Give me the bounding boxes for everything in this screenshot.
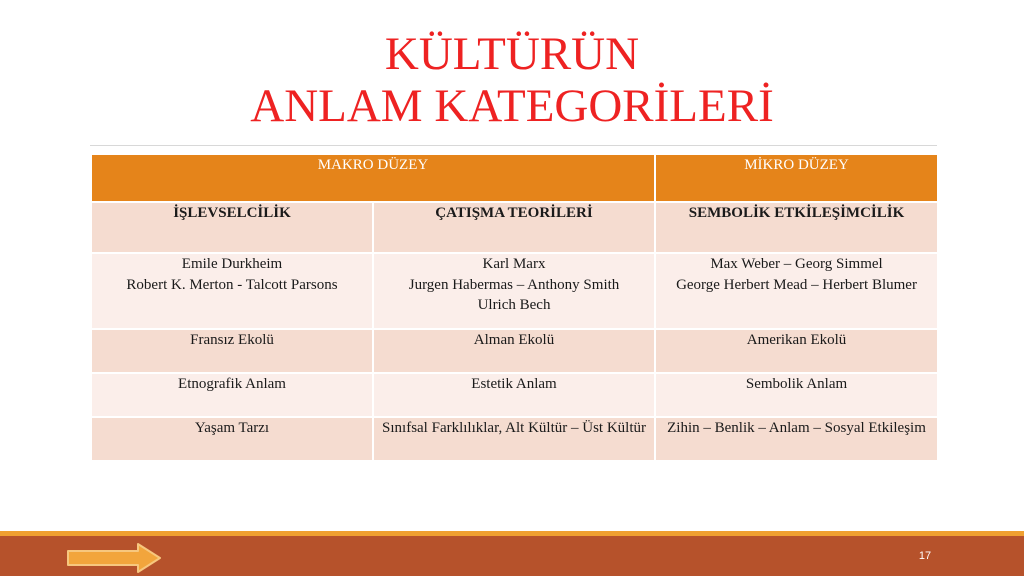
table-row bbox=[92, 329, 937, 373]
table-cell: Zihin – Benlik – Anlam – Sosyal Etkileşim bbox=[655, 417, 937, 461]
name-line: Robert K. Merton - Talcott Parsons bbox=[126, 276, 338, 293]
table-row bbox=[92, 417, 937, 461]
subheader-sembolik: SEMBOLİK ETKİLEŞİMCİLİK bbox=[655, 202, 937, 253]
name-line: Karl Marx bbox=[482, 256, 546, 272]
page-number: 17 bbox=[918, 550, 932, 562]
header-mikro: MİKRO DÜZEY bbox=[655, 155, 937, 202]
table-cell: Sınıfsal Farklılıklar, Alt Kültür – Üst Kültür bbox=[373, 417, 655, 461]
subheader-catisma: ÇATIŞMA TEORİLERİ bbox=[373, 202, 655, 253]
name-line: George Herbert Mead – Herbert Blumer bbox=[676, 276, 917, 293]
name-line: Emile Durkheim bbox=[181, 256, 283, 272]
table-cell: Yaşam Tarzı bbox=[92, 417, 373, 461]
name-line: Jurgen Habermas – Anthony Smith bbox=[408, 276, 620, 293]
table-cell: Amerikan Ekolü bbox=[655, 329, 937, 373]
title-line-1: KÜLTÜRÜN bbox=[384, 28, 640, 80]
title-line-2: ANLAM KATEGORİLERİ bbox=[250, 80, 774, 132]
header-makro: MAKRO DÜZEY bbox=[92, 155, 655, 202]
categories-table bbox=[92, 155, 937, 462]
right-arrow-icon[interactable] bbox=[66, 543, 162, 573]
table-cell: Sembolik Anlam bbox=[655, 373, 937, 417]
name-line: Ulrich Bech bbox=[477, 297, 551, 313]
table-cell: Fransız Ekolü bbox=[92, 329, 373, 373]
table-cell: Estetik Anlam bbox=[373, 373, 655, 417]
table-subheader-row bbox=[92, 202, 937, 253]
table-header-row bbox=[92, 155, 937, 202]
table-row bbox=[92, 253, 937, 329]
subheader-islevselcilik: İŞLEVSELCİLİK bbox=[92, 202, 373, 253]
table-cell: Alman Ekolü bbox=[373, 329, 655, 373]
slide-title bbox=[0, 28, 1024, 132]
names-cell bbox=[655, 253, 937, 329]
names-cell bbox=[373, 253, 655, 329]
name-line: Max Weber – Georg Simmel bbox=[710, 256, 883, 272]
table-cell: Etnografik Anlam bbox=[92, 373, 373, 417]
names-cell bbox=[92, 253, 373, 329]
table-row bbox=[92, 373, 937, 417]
title-divider bbox=[90, 145, 937, 146]
